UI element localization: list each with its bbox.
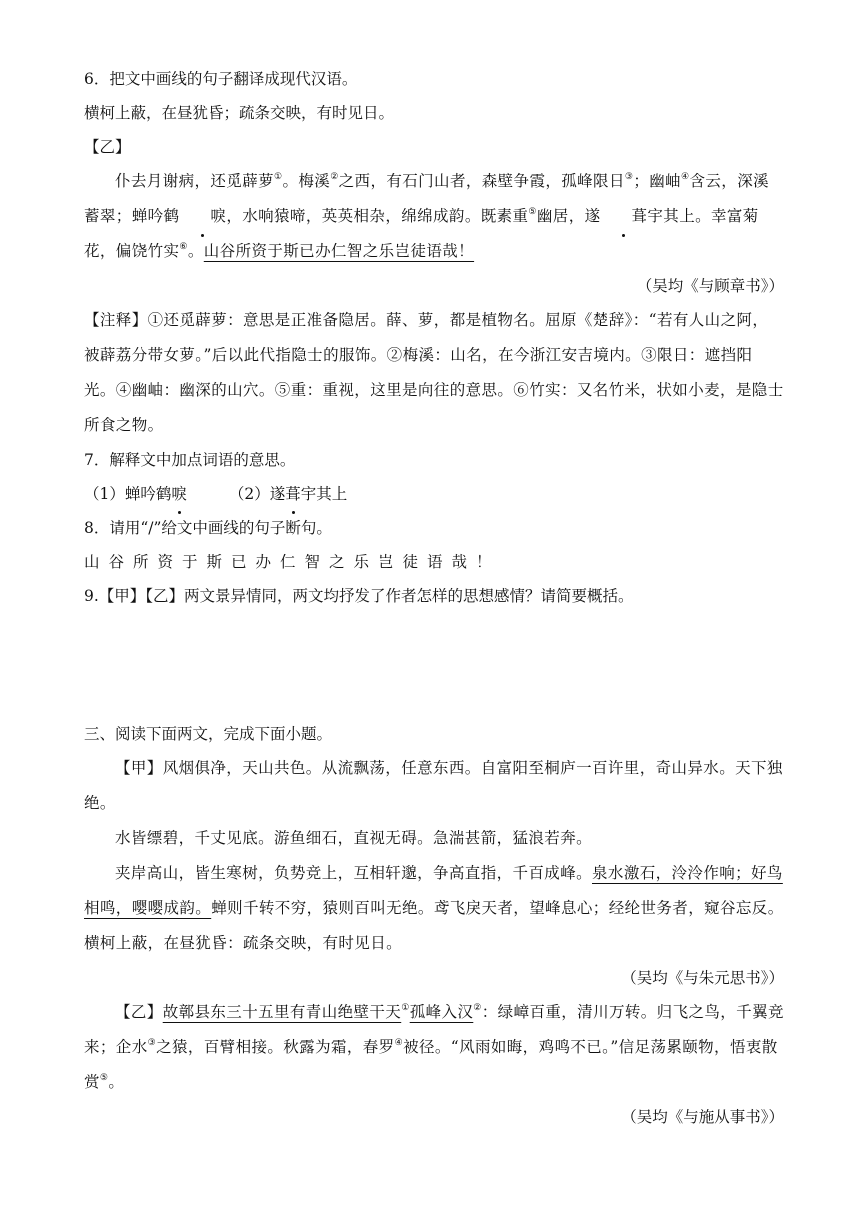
dotted-word: 唳	[179, 199, 226, 234]
question-8-title: 8．请用“/”给文中画线的句子断句。	[84, 519, 332, 537]
underlined-sentence: 泉水激石，泠泠作响；好鸟相鸣，嘤嘤成韵。	[84, 864, 783, 917]
document-page	[84, 62, 784, 1134]
question-8-sentence: 山谷所资于斯已办仁智之乐岂徒语哉！	[84, 553, 501, 571]
annotations: 【注释】①还觅薜萝：意思是正准备隐居。薛、萝，都是植物名。屈原《楚辞》：“若有人山之阿，被薜荔分带女萝。”后以此代指隐士的服饰。②梅溪：山名，在今浙江安吉境内。③限日：遮挡阳光。④幽岫：幽深的山穴。⑤重：重视，这里是向往的意思。⑥竹实：又名竹米，状如小麦，是隐士所食之物。	[84, 311, 784, 434]
underlined-sentence: 山谷所资于斯已办仁智之乐岂徒语哉！	[203, 242, 475, 260]
passage-jia-para-3: 夹岸高山，皆生寒树，负势竞上，互相轩邈，争高直指，千百成峰。泉水激石，泠泠作响；好鸟相鸣，嘤嘤成韵。蝉则千转不穷，猿则百叫无绝。鸢飞戾天者，望峰息心；经纶世务者，窥谷忘反。横柯上蔽，在昼犹昏：疏条交映，有时见日。	[84, 864, 784, 952]
passage-yi-source: （吴均《与顾章书》）	[636, 277, 784, 295]
passage-yi2-text: 【乙】故鄣县东三十五里有青山绝壁干天①孤峰入汉②：绿嶂百重，清川万转。归飞之鸟，千翼竞来；企水③之猿，百臂相接。秋露为霜，春罗④被径。“风雨如晦，鸡鸣不已。”信足荡累颐物，悟衷散赏⑤。	[84, 1003, 784, 1091]
question-7-option-1: （1）蝉吟鹤唳	[84, 477, 187, 511]
question-9-title: 9.【甲】【乙】两文景异情同，两文均抒发了作者怎样的思想感情？请简要概括。	[84, 587, 634, 605]
question-7-option-2: （2）遂葺宇其上	[229, 477, 347, 511]
question-7-options	[84, 477, 784, 511]
passage-yi2-source: （吴均《与施从事书》）	[621, 1108, 784, 1126]
dotted-word: 葺	[601, 199, 648, 234]
underlined-sentence: 孤峰入汉	[409, 1003, 474, 1021]
passage-yi-text: 仆去月谢病，还觅薜萝①。梅溪②之西，有石门山者，森壁争霞，孤峰限日③；幽岫④含云，深溪蓄翠；蝉吟鹤 唳，水响猿啼，英英相杂，绵绵成韵。既素重⑤幽居，遂 葺宇其上。幸富菊花，偏饶竹实⑥。山谷所资于斯已办仁智之乐岂徒语哉！	[84, 172, 770, 260]
question-6-sentence: 横柯上蔽，在昼犹昏；疏条交映，有时见日。	[84, 104, 395, 122]
question-6-title: 6．把文中画线的句子翻译成现代汉语。	[84, 70, 358, 88]
question-7-title: 7．解释文中加点词语的意思。	[84, 451, 296, 469]
answer-space	[84, 613, 784, 717]
section-3-title: 三、阅读下面两文，完成下面小题。	[84, 725, 333, 743]
underlined-sentence: 故鄣县东三十五里有青山绝壁干天	[162, 1003, 402, 1021]
passage-jia-para-1: 【甲】风烟俱净，天山共色。从流飘荡，任意东西。自富阳至桐庐一百许里，奇山异水。天下独绝。	[84, 759, 783, 812]
passage-yi-tag: 【乙】	[84, 138, 131, 156]
passage-jia-source: （吴均《与朱元思书》）	[621, 969, 784, 987]
passage-jia-para-2: 水皆缥碧，千丈见底。游鱼细石，直视无碍。急湍甚箭，猛浪若奔。	[115, 829, 593, 847]
